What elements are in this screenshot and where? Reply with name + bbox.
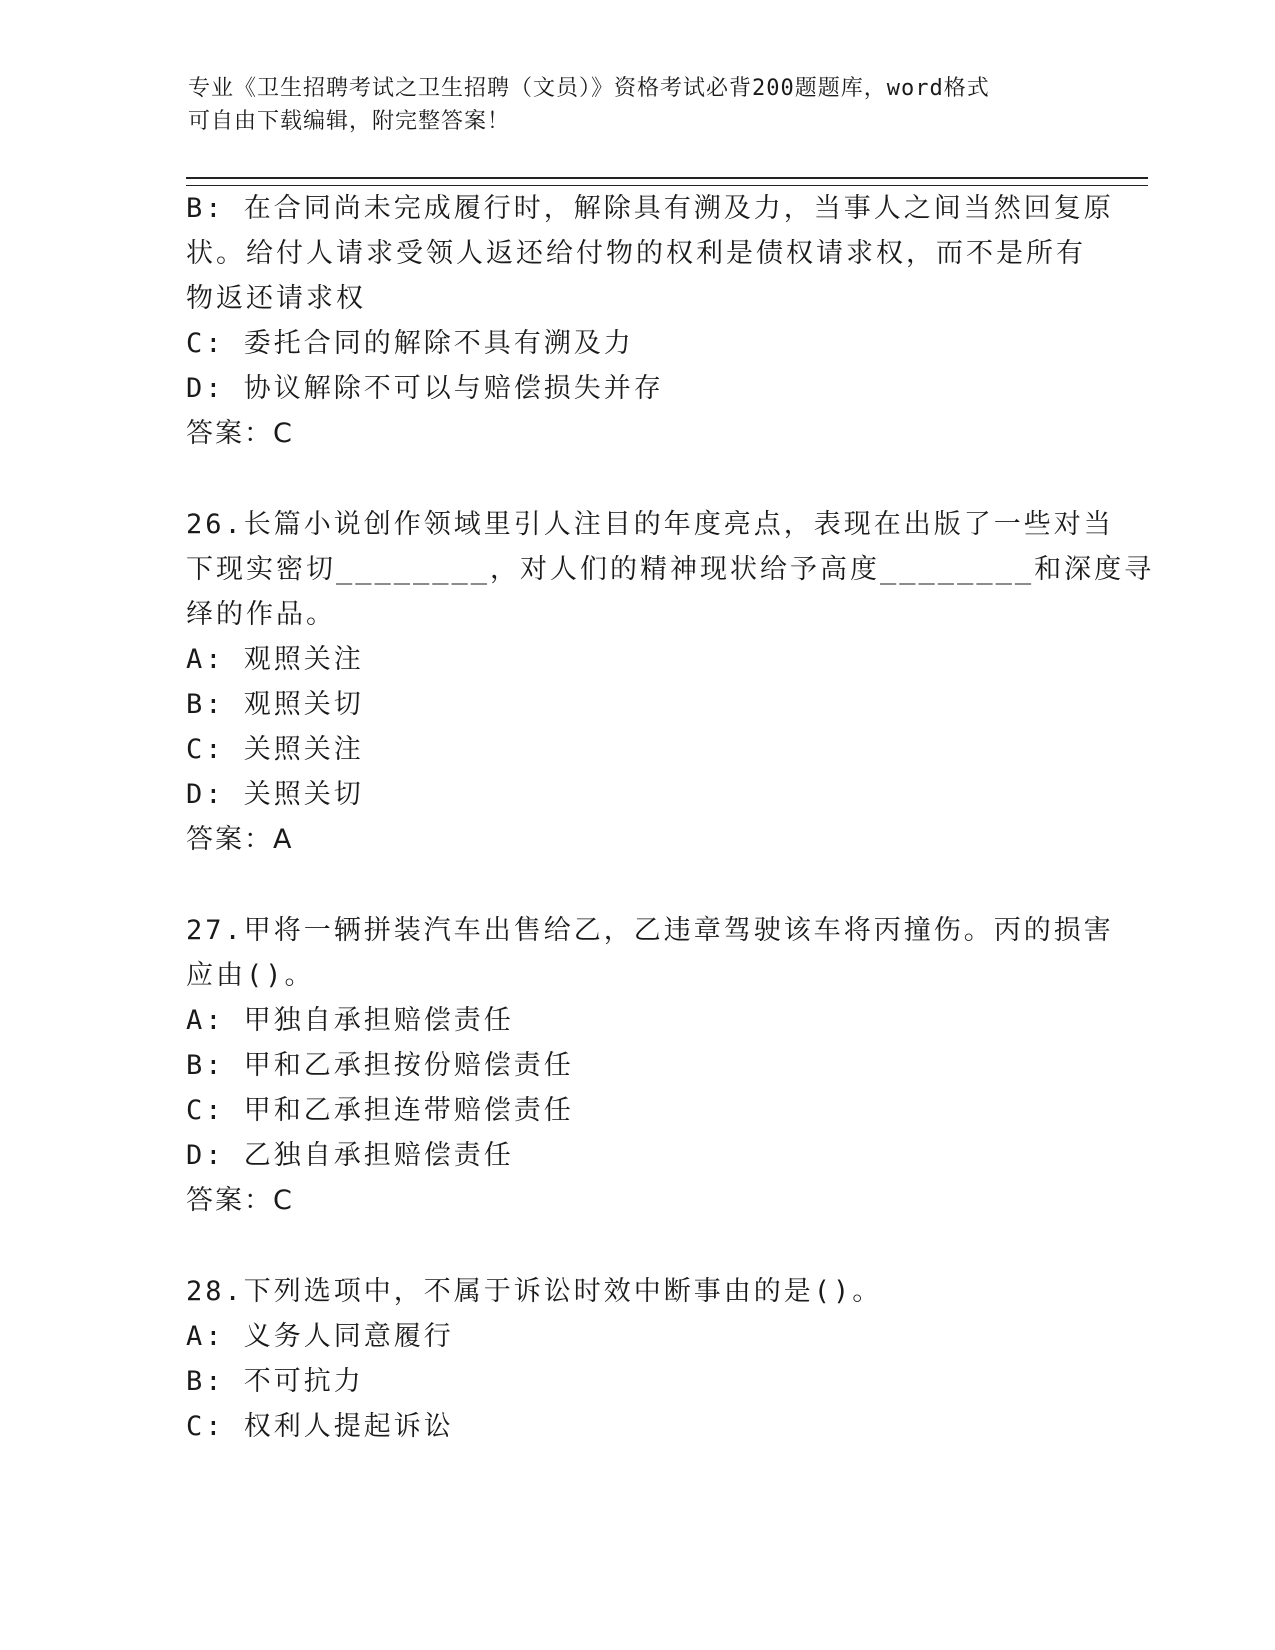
question-text: 绎的作品。 (186, 599, 336, 630)
block-spacer (186, 1223, 1086, 1269)
option-line: 物返还请求权 (186, 283, 366, 314)
page-header (188, 72, 1068, 138)
block-spacer (186, 862, 1086, 908)
option-line: A: 观照关注 (186, 644, 364, 675)
option-line: B: 甲和乙承担按份赔偿责任 (186, 1050, 574, 1081)
document-body (186, 186, 1155, 1449)
option-line: B: 不可抗力 (186, 1366, 364, 1397)
answer-line: 答案：C (186, 1185, 294, 1216)
question-text: 28.下列选项中，不属于诉讼时效中断事由的是()。 (186, 1276, 883, 1307)
option-line: 状。给付人请求受领人返还给付物的权利是债权请求权，而不是所有 (186, 238, 1086, 269)
answer-line: 答案：C (186, 418, 294, 449)
question-text: 下现实密切________，对人们的精神现状给予高度________和深度寻 (186, 554, 1155, 585)
option-line: D: 协议解除不可以与赔偿损失并存 (186, 373, 664, 404)
header-line-2: 可自由下载编辑，附完整答案！ (188, 109, 511, 134)
question-block (186, 908, 1114, 1223)
option-line: C: 甲和乙承担连带赔偿责任 (186, 1095, 574, 1126)
option-line: C: 委托合同的解除不具有溯及力 (186, 328, 634, 359)
option-line: C: 关照关注 (186, 734, 364, 765)
option-line: B: 观照关切 (186, 689, 364, 720)
answer-line: 答案：A (186, 824, 294, 855)
question-block (186, 1269, 1086, 1449)
question-text: 应由()。 (186, 960, 315, 991)
question-block (186, 186, 1114, 456)
header-divider (186, 177, 1148, 186)
option-line: D: 乙独自承担赔偿责任 (186, 1140, 514, 1171)
block-spacer (186, 456, 1086, 502)
question-block (186, 502, 1155, 862)
header-line-1: 专业《卫生招聘考试之卫生招聘（文员）》资格考试必背200题题库，word格式 (188, 76, 990, 101)
option-line: C: 权利人提起诉讼 (186, 1411, 454, 1442)
option-line: D: 关照关切 (186, 779, 364, 810)
option-line: B: 在合同尚未完成履行时，解除具有溯及力，当事人之间当然回复原 (186, 193, 1114, 224)
question-text: 27.甲将一辆拼装汽车出售给乙，乙违章驾驶该车将丙撞伤。丙的损害 (186, 915, 1114, 946)
question-text: 26.长篇小说创作领域里引人注目的年度亮点，表现在出版了一些对当 (186, 509, 1114, 540)
option-line: A: 甲独自承担赔偿责任 (186, 1005, 514, 1036)
option-line: A: 义务人同意履行 (186, 1321, 454, 1352)
